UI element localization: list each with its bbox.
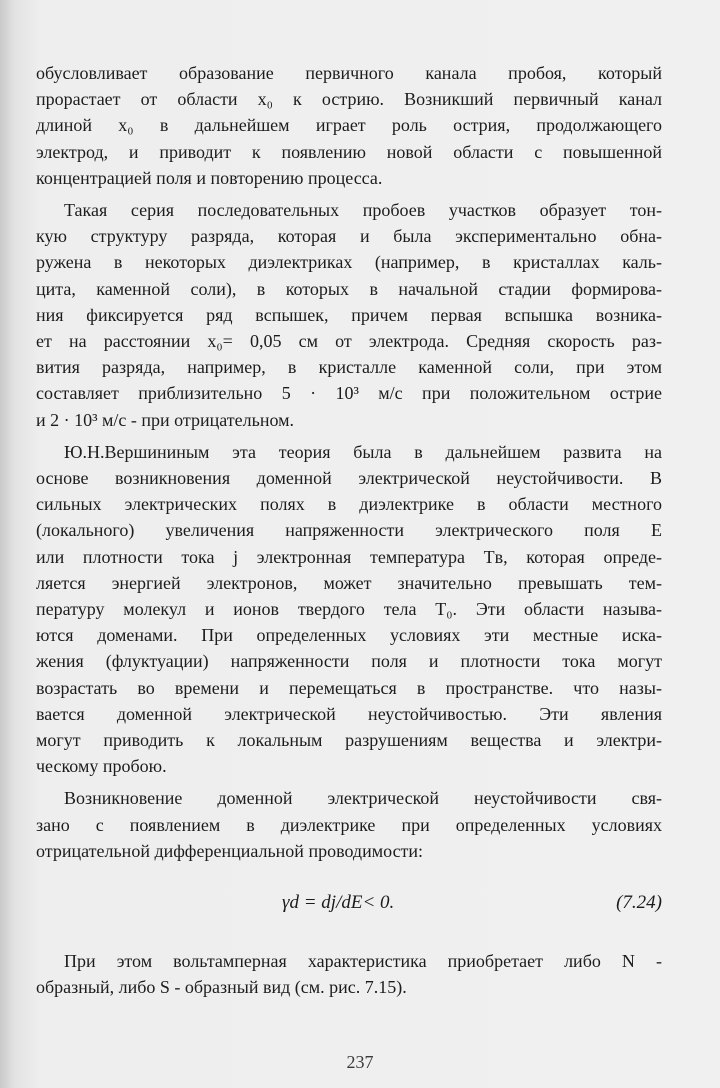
equation-block [36,886,662,926]
text-line: ружена в некоторых диэлектриках (например, в кристаллах каль- [36,252,662,273]
page-number: 237 [346,1052,374,1072]
paragraph-5 [36,948,662,1000]
text-line: отрицательной дифференциальной проводимости: [36,840,424,861]
paragraph-3 [36,439,662,780]
text-line: вается доменной электрической неустойчивостью. Эти явления [36,703,662,724]
text-line: образный, либо S - образный вид (см. рис. 7.15). [36,977,407,998]
text-line: основе возникновения доменной электрической неустойчивости. В [36,468,662,489]
text-line: обусловливает образование первичного канала пробоя, который [36,63,662,83]
text-line: электрод, и приводит к появлению новой области с повышенной [36,141,662,162]
text-line: могут приводить к локальным разрушениям вещества и электри- [36,730,662,751]
text-line: возрастать во времени и перемещаться в пространстве. что назы- [36,677,662,698]
text-line: или плотности тока j электронная температура Tв, которая опреде- [36,546,662,567]
text-line: Ю.Н.Вершининым эта теория была в дальнейшем развита на [64,441,662,462]
text-line: и 2 · 10³ м/с - при отрицательном. [36,409,295,430]
text-line: ются доменами. При определенных условиях эти местные иска- [36,625,662,646]
text-line: длиной x₀ в дальнейшем играет роль острия, продолжающего [36,115,662,136]
text-line: цита, каменной соли), в которых в начальной стадии формирова- [36,278,662,299]
text-line: ет на расстоянии x₀= 0,05 см от электрода. Средняя скорость раз- [36,331,662,352]
paragraph-1 [36,60,662,191]
equation-number: (7.24) [616,892,662,914]
text-line: пературу молекул и ионов твердого тела T₀. Эти области называ- [36,599,662,620]
text-line: зано с появлением в диэлектрике при определенных условиях [36,814,662,835]
text-line: составляет приблизительно 5 · 10³ м/с при положительном острие [36,383,662,404]
equation: γd = dj/dE< 0. [282,892,395,914]
text-line: ляется энергией электронов, может значительно превышать тем- [36,572,662,593]
text-line: жения (флуктуации) напряженности поля и плотности тока могут [36,651,662,672]
page-body [36,60,662,1001]
text-line: (локального) увеличения напряженности электрического поля E [36,520,662,541]
text-line: Возникновение доменной электрической неустойчивости свя- [64,788,662,809]
text-line: концентрацией поля и повторению процесса. [36,167,383,188]
paragraph-2 [36,197,662,433]
text-line: прорастает от области x₀ к острию. Возникший первичный канал [36,89,662,110]
text-line: кую структуру разряда, которая и была экспериментально обна- [36,226,662,247]
text-line: При этом вольтамперная характеристика приобретает либо N - [64,951,662,972]
paragraph-4 [36,785,662,864]
text-line: вития разряда, например, в кристалле каменной соли, при этом [36,357,662,378]
text-line: ческому пробою. [36,756,167,777]
text-line: Такая серия последовательных пробоев участков образует тон- [64,200,662,221]
text-line: ния фиксируется ряд вспышек, причем первая вспышка возника- [36,304,662,325]
text-line: сильных электрических полях в диэлектрике в области местного [36,494,662,515]
